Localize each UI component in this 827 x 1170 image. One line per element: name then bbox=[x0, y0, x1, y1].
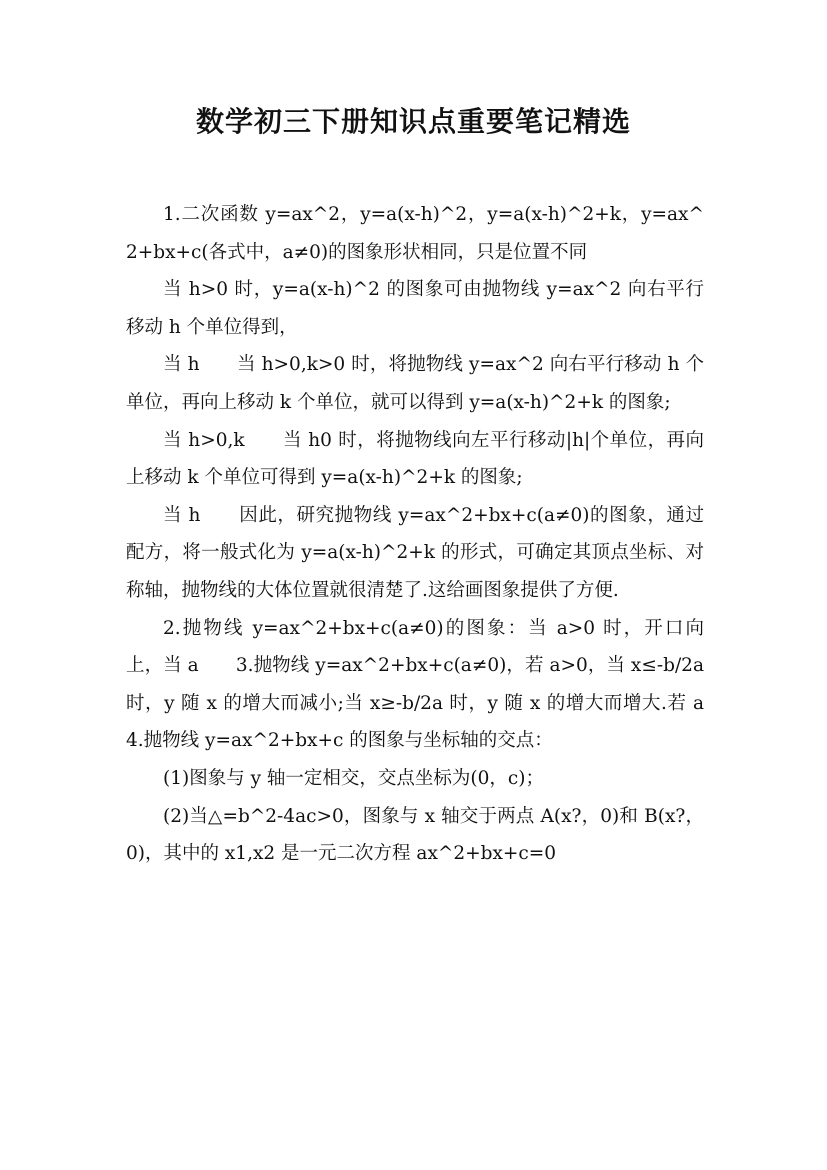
paragraph: 1.二次函数 y=ax^2，y=a(x-h)^2，y=a(x-h)^2+k，y=ax^2+bx+c(各式中，a≠0)的图象形状相同，只是位置不同 bbox=[126, 204, 704, 263]
paragraph: (2)当△=b^2-4ac>0，图象与 x 轴交于两点 A(x?，0)和 B(x?，0)，其中的 x1,x2 是一元二次方程 ax^2+bx+c=0 bbox=[126, 805, 704, 865]
paragraph: 当 h>0,k 当 h0 时，将抛物线向左平行移动|h|个单位，再向上移动 k 个单位可得到 y=a(x-h)^2+k 的图象; bbox=[126, 429, 704, 489]
paragraph: 当 h 因此，研究抛物线 y=ax^2+bx+c(a≠0)的图象，通过配方，将一般式化为 y=a(x-h)^2+k 的形式，可确定其顶点坐标、对称轴，抛物线的大体位置就很清楚了.这给画图象提供了方便. bbox=[126, 504, 704, 601]
document-title: 数学初三下册知识点重要笔记精选 bbox=[195, 105, 631, 138]
document-body bbox=[126, 196, 742, 873]
paragraph: 当 h 当 h>0,k>0 时，将抛物线 y=ax^2 向右平行移动 h 个单位，再向上移动 k 个单位，就可以得到 y=a(x-h)^2+k 的图象; bbox=[126, 354, 704, 413]
paragraph: 2.抛物线 y=ax^2+bx+c(a≠0)的图象：当 a>0 时，开口向上，当 a 3.抛物线 y=ax^2+bx+c(a≠0)，若 a>0，当 x≤-b/2a 时，y 随 x 的增大而减小;当 x≥-b/2a 时，y 随 x 的增大而增大.若 a 4.抛物线 y=ax^2+bx+c 的图象与坐标轴的交点： bbox=[126, 617, 742, 752]
paragraph: 当 h>0 时，y=a(x-h)^2 的图象可由抛物线 y=ax^2 向右平行移动 h 个单位得到， bbox=[126, 279, 704, 338]
paragraph: (1)图象与 y 轴一定相交，交点坐标为(0，c)； bbox=[163, 767, 544, 789]
